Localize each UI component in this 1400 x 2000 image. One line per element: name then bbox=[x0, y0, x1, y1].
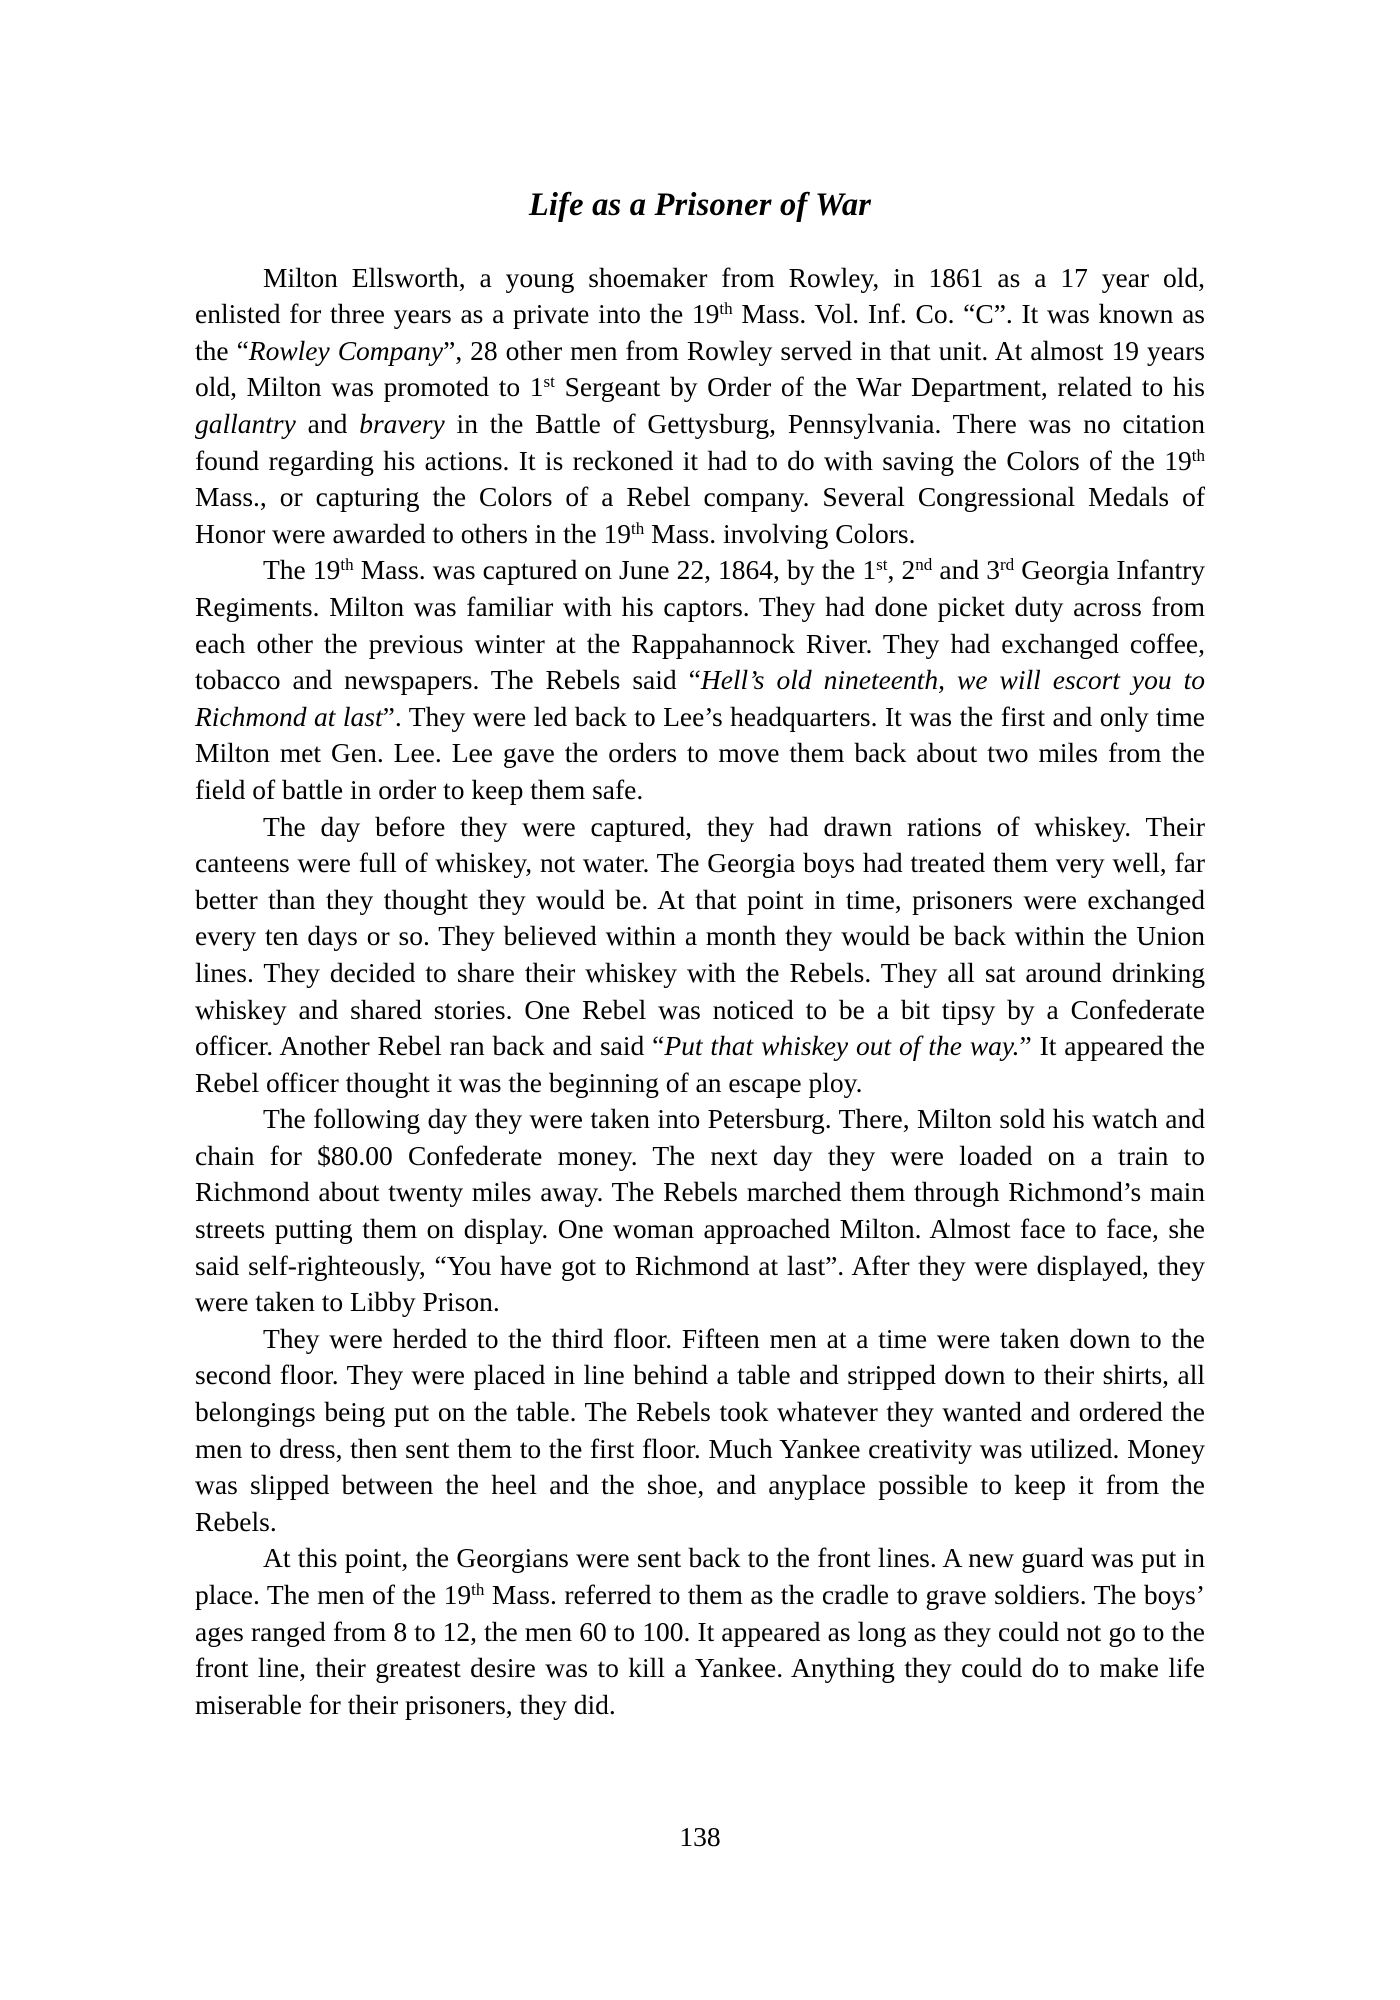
paragraph-3-text: The day before they were captured, they had drawn rations of whiskey. Their canteens were full of whiskey, not water. The Georgia boys had treated them very well, far better than they thought they would be. At that point in time, prisoners were exchanged every ten days or so. They believed within a month they would be back within the Union lines. They decided to share their whiskey with the Rebels. They all sat around drinking whiskey and shared stories. One Rebel was noticed to be a bit tipsy by a Confederate officer. Another Rebel ran back and said “Put that whiskey out of the way.” It appeared the Rebel officer thought it was the beginning of an escape ploy. bbox=[195, 810, 1205, 1098]
paragraph-4 bbox=[195, 1101, 1205, 1321]
page-number: 138 bbox=[679, 1821, 721, 1852]
paragraph-1 bbox=[195, 260, 1205, 553]
paragraph-4-text: The following day they were taken into Petersburg. There, Milton sold his watch and chain for $80.00 Confederate money. The next day they were loaded on a train to Richmond about twenty miles away. The Rebels marched them through Richmond’s main streets putting them on display. One woman approached Milton. Almost face to face, she said self-righteously, “You have got to Richmond at last”. After they were displayed, they were taken to Libby Prison. bbox=[195, 1103, 1205, 1318]
paragraph-2 bbox=[195, 552, 1205, 808]
paragraph-2-text: The 19th Mass. was captured on June 22, 1864, by the 1st, 2nd and 3rd Georgia Infantry Regiments. Milton was familiar with his captors. They had done picket duty across from each other the previous winter at the Rappahannock River. They had exchanged coffee, tobacco and newspapers. The Rebels said “Hell’s old nineteenth, we will escort you to Richmond at last”. They were led back to Lee’s headquarters. It was the first and only time Milton met Gen. Lee. Lee gave the orders to move them back about two miles from the field of battle in order to keep them safe. bbox=[195, 554, 1206, 805]
page-title: Life as a Prisoner of War bbox=[528, 187, 872, 223]
paragraph-5 bbox=[195, 1321, 1205, 1541]
paragraph-5-text: They were herded to the third floor. Fifteen men at a time were taken down to the second floor. They were placed in line behind a table and stripped down to their shirts, all belongings being put on the table. The Rebels took whatever they wanted and ordered the men to dress, then sent them to the first floor. Much Yankee creativity was utilized. Money was slipped between the heel and the shoe, and anyplace possible to keep it from the Rebels. bbox=[195, 1322, 1205, 1537]
paragraph-1-text: Milton Ellsworth, a young shoemaker from Rowley, in 1861 as a 17 year old, enlisted for three years as a private into the 19th Mass. Vol. Inf. Co. “C”. It was known as the “Rowley Company”, 28 other men from Rowley served in that unit. At almost 19 years old, Milton was promoted to 1st Sergeant by Order of the War Department, related to his gallantry and bravery in the Battle of Gettysburg, Pennsylvania. There was no citation found regarding his actions. It is reckoned it had to do with saving the Colors of the 19th Mass., or capturing the Colors of a Rebel company. Several Congressional Medals of Honor were awarded to others in the 19th Mass. involving Colors. bbox=[195, 261, 1205, 549]
paragraph-3 bbox=[195, 809, 1205, 1102]
document-body bbox=[195, 260, 1205, 1724]
paragraph-6-text: At this point, the Georgians were sent back to the front lines. A new guard was put in place. The men of the 19th Mass. referred to them as the cradle to grave soldiers. The boys’ ages ranged from 8 to 12, the men 60 to 100. It appeared as long as they could not go to the front line, their greatest desire was to kill a Yankee. Anything they could do to make life miserable for their prisoners, they did. bbox=[195, 1542, 1206, 1720]
page-content bbox=[195, 185, 1205, 1723]
paragraph-6 bbox=[195, 1540, 1205, 1723]
